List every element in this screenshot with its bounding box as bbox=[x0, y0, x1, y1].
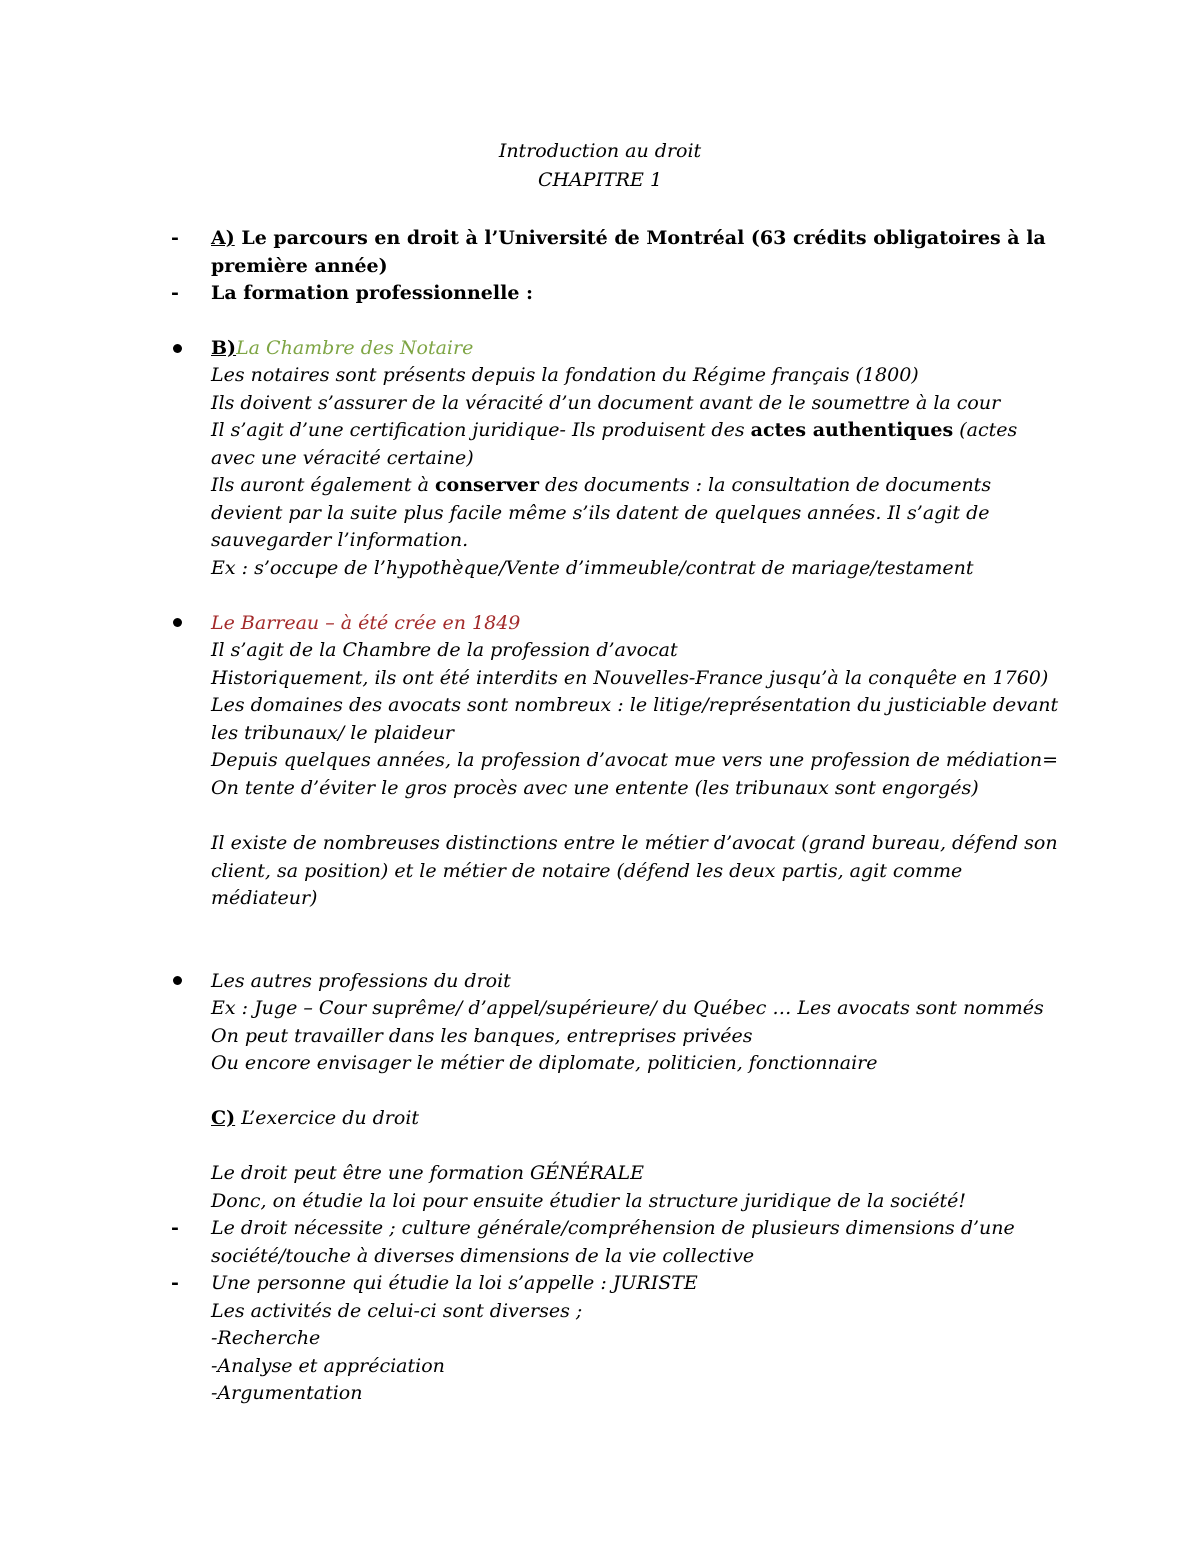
formation-heading: La formation professionnelle : bbox=[211, 282, 534, 304]
activity-item: -Recherche bbox=[211, 1327, 321, 1349]
barreau-line: Depuis quelques années, la profession d’avocat mue vers une profession de médiation= bbox=[211, 749, 1059, 771]
section-a-label: A) bbox=[211, 227, 235, 249]
dash-marker: - bbox=[171, 1272, 179, 1294]
exercice-line: Donc, on étudie la loi pour ensuite étudier la structure juridique de la société! bbox=[211, 1190, 966, 1212]
autres-line: On peut travailler dans les banques, entreprises privées bbox=[211, 1025, 753, 1047]
autres-heading: Les autres professions du droit bbox=[211, 970, 511, 992]
barreau-line: On tente d’éviter le gros procès avec une entente (les tribunaux sont engorgés) bbox=[211, 777, 979, 799]
bullet-icon bbox=[173, 618, 182, 627]
exercice-title: L’exercice du droit bbox=[235, 1107, 420, 1129]
dash-marker: - bbox=[171, 227, 179, 249]
section-a-text: Le parcours en droit à l’Université de Montréal (63 crédits obligatoires à la bbox=[234, 227, 1046, 249]
notaire-text: Il s’agit d’une certification juridique- Ils produisent des bbox=[211, 419, 751, 441]
notaire-line bbox=[211, 416, 1017, 444]
exercice-line: société/touche à diverses dimensions de la vie collective bbox=[211, 1245, 755, 1267]
exercice-line: Le droit peut être une formation GÉNÉRALE bbox=[211, 1162, 645, 1184]
barreau-line: Les domaines des avocats sont nombreux : le litige/représentation du justiciable devant bbox=[211, 694, 1059, 716]
notaire-line bbox=[211, 471, 991, 499]
section-a-line-1 bbox=[211, 224, 1046, 252]
barreau-heading: Le Barreau – à été crée en 1849 bbox=[211, 612, 521, 634]
barreau-line: les tribunaux/ le plaideur bbox=[211, 722, 454, 744]
bullet-icon bbox=[173, 976, 182, 985]
barreau-line: médiateur) bbox=[211, 887, 318, 909]
notaire-text: (actes bbox=[953, 419, 1018, 441]
notaire-line: Ils doivent s’assurer de la véracité d’un document avant de le soumettre à la cour bbox=[211, 392, 1001, 414]
notaire-line: sauvegarder l’information. bbox=[211, 529, 469, 551]
notaire-title: La Chambre des Notaire bbox=[236, 337, 474, 359]
barreau-line: client, sa position) et le métier de notaire (défend les deux partis, agit comme bbox=[211, 860, 963, 882]
section-a-line-2: première année) bbox=[211, 255, 388, 277]
dash-marker: - bbox=[171, 282, 179, 304]
bullet-icon bbox=[173, 344, 182, 353]
activity-item: -Analyse et appréciation bbox=[211, 1355, 445, 1377]
barreau-line: Il s’agit de la Chambre de la profession d’avocat bbox=[211, 639, 678, 661]
notaire-heading bbox=[211, 334, 473, 362]
exercice-heading bbox=[211, 1104, 419, 1132]
exercice-line: Les activités de celui-ci sont diverses ; bbox=[211, 1300, 583, 1322]
notaire-line: avec une véracité certaine) bbox=[211, 447, 474, 469]
barreau-line: Il existe de nombreuses distinctions entre le métier d’avocat (grand bureau, défend son bbox=[211, 832, 1058, 854]
document-title: Introduction au droit bbox=[498, 140, 702, 162]
exercice-line: Une personne qui étudie la loi s’appelle : JURISTE bbox=[211, 1272, 698, 1294]
notaire-text: des documents : la consultation de documents bbox=[538, 474, 992, 496]
dash-marker: - bbox=[171, 1217, 179, 1239]
barreau-line: Historiquement, ils ont été interdits en Nouvelles-France jusqu’à la conquête en 1760) bbox=[211, 667, 1049, 689]
notaire-line: devient par la suite plus facile même s’ils datent de quelques années. Il s’agit de bbox=[211, 502, 990, 524]
notaire-line: Ex : s’occupe de l’hypothèque/Vente d’immeuble/contrat de mariage/testament bbox=[211, 557, 974, 579]
activity-item: -Argumentation bbox=[211, 1382, 363, 1404]
exercice-line: Le droit nécessite ; culture générale/compréhension de plusieurs dimensions d’une bbox=[211, 1217, 1015, 1239]
notaire-line: Les notaires sont présents depuis la fondation du Régime français (1800) bbox=[211, 364, 919, 386]
section-c-label: C) bbox=[211, 1107, 236, 1129]
actes-authentiques: actes authentiques bbox=[750, 419, 954, 441]
autres-line: Ou encore envisager le métier de diplomate, politicien, fonctionnaire bbox=[211, 1052, 878, 1074]
notaire-text: Ils auront également à bbox=[211, 474, 435, 496]
section-b-label: B) bbox=[211, 337, 237, 359]
autres-line: Ex : Juge – Cour suprême/ d’appel/supérieure/ du Québec … Les avocats sont nommés bbox=[211, 997, 1044, 1019]
chapter-title: CHAPITRE 1 bbox=[537, 169, 663, 191]
conserver-keyword: conserver bbox=[434, 474, 539, 496]
